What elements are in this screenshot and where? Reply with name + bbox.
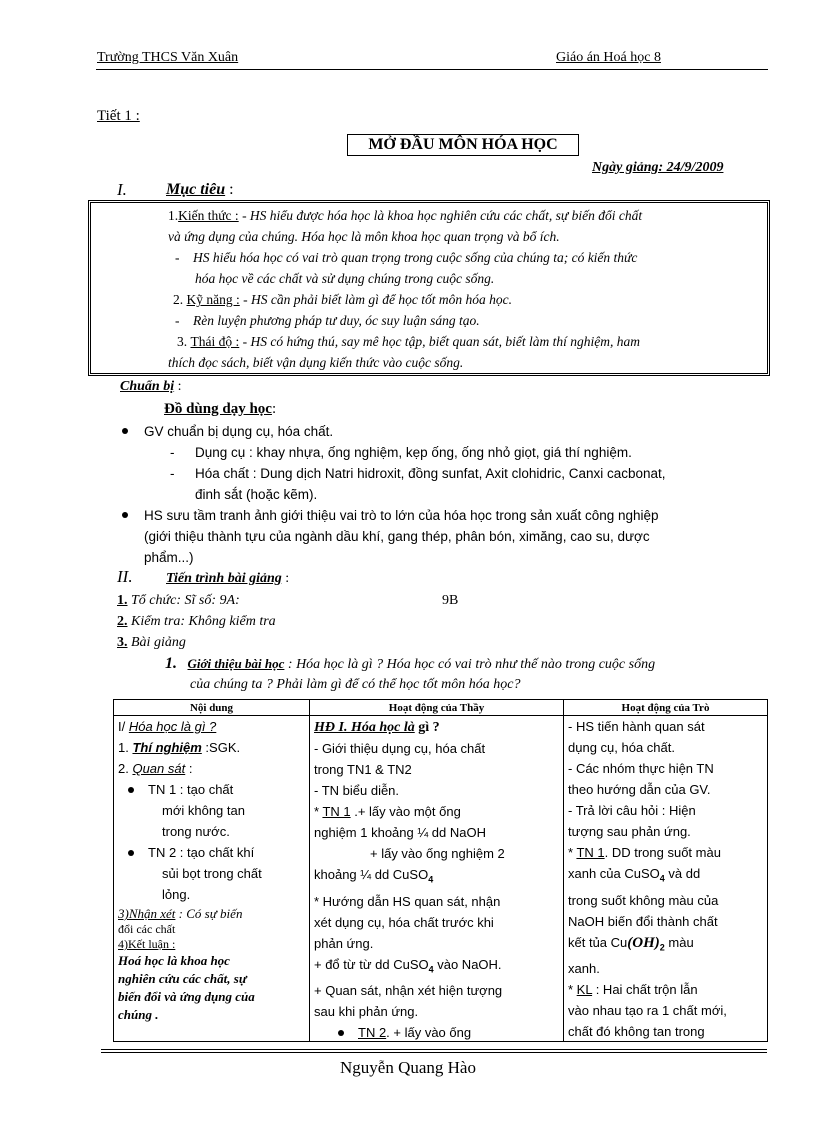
footer-rule-top bbox=[101, 1049, 767, 1050]
cell-line: 4)Kết luận : bbox=[118, 937, 176, 951]
cell-line: chúng . bbox=[118, 1007, 159, 1022]
cell-line: lỏng. bbox=[162, 887, 191, 902]
cell-line: khoảng ¼ dd CuSO$_4$ bbox=[314, 867, 434, 885]
prep-list bbox=[120, 421, 766, 568]
table-header-teacher: Hoạt động của Thầy bbox=[310, 700, 564, 716]
cell-line: - Giới thiệu dụng cụ, hóa chất bbox=[314, 741, 486, 756]
cell-line: TN 1 : tạo chất bbox=[118, 779, 305, 800]
section1-colon: : bbox=[225, 181, 234, 198]
class-9b: 9B bbox=[442, 593, 459, 608]
school-name: Trường THCS Văn Xuân bbox=[97, 50, 239, 65]
cell-line: + lấy vào ống nghiệm 2 bbox=[370, 846, 505, 861]
attitude-label: Thái độ : bbox=[190, 334, 240, 349]
objective-line-2: và ứng dụng của chúng. Hóa học là môn khoa học quan trọng và bổ ích. bbox=[168, 229, 560, 244]
footer-rule-bottom bbox=[101, 1052, 767, 1053]
cell-line: xanh của CuSO$_4$ và dd bbox=[568, 866, 701, 884]
list-item: - Hóa chất : Dung dịch Natri hidroxit, đồng sunfat, Axit clohidric, Canxi cacbonat, bbox=[170, 466, 666, 481]
teacher-cell bbox=[310, 716, 564, 1042]
cell-line: + đổ từ từ dd CuSO$_4$ vào NaOH. bbox=[314, 956, 502, 975]
cell-line: TN 2 : tạo chất khí bbox=[118, 842, 305, 863]
cell-line: I/ Hóa học là gì ? bbox=[118, 719, 217, 734]
section1-number: I. bbox=[117, 180, 127, 199]
cell-line: chất đó không tan trong bbox=[568, 1024, 705, 1040]
list-item: (giới thiệu thành tựu của ngành dầu khí, gang thép, phân bón, ximăng, cao su, dược bbox=[144, 529, 650, 544]
check-item: 2. Kiểm tra: Không kiểm tra bbox=[117, 614, 276, 629]
cell-line: xét dụng cụ, hóa chất trước khi bbox=[314, 914, 494, 930]
cell-line: TN 2. + lấy vào ống bbox=[314, 1022, 559, 1041]
lesson-item: 3. Bài giảng bbox=[117, 635, 186, 650]
cell-line: * Hướng dẫn HS quan sát, nhận bbox=[314, 893, 501, 909]
roll-call: 1. Tổ chức: Sĩ số: 9A: bbox=[117, 593, 240, 608]
cell-line: NaOH biến đổi thành chất bbox=[568, 913, 718, 929]
cell-line: biến đổi và ứng dụng của bbox=[118, 989, 255, 1004]
cell-line: phản ứng. bbox=[314, 935, 374, 951]
cell-line: - Trả lời câu hỏi : Hiện bbox=[568, 803, 696, 818]
lesson-title: MỞ ĐẦU MÔN HÓA HỌC bbox=[347, 134, 579, 156]
list-item: HS sưu tầm tranh ảnh giới thiệu vai trò to lớn của hóa học trong sản xuất công nghiệp bbox=[120, 505, 766, 526]
cell-line: dụng cụ, hóa chất. bbox=[568, 740, 675, 755]
objectives-box bbox=[88, 200, 770, 376]
bullet-icon bbox=[128, 850, 134, 856]
bullet-icon bbox=[338, 1030, 344, 1036]
cell-line: HĐ I. Hóa học là gì ? bbox=[314, 720, 440, 735]
cell-line: trong nước. bbox=[162, 824, 230, 839]
objective-line-3: - HS hiểu hóa học có vai trò quan trọng trong cuộc sống của chúng ta; có kiến thức bbox=[175, 250, 638, 265]
cell-line: xanh. bbox=[568, 961, 600, 977]
lesson-table bbox=[113, 699, 768, 1042]
objective-knowledge: 1.Kiến thức : - HS hiểu được hóa học là khoa học nghiên cứu các chất, sự biến đổi chất bbox=[168, 208, 643, 223]
cell-line: trong TN1 & TN2 bbox=[314, 762, 412, 777]
cell-line: * KL : Hai chất trộn lẫn bbox=[568, 982, 698, 998]
cell-line: nghiên cứu các chất, sự bbox=[118, 971, 247, 986]
list-item: GV chuẩn bị dụng cụ, hóa chất. bbox=[120, 421, 766, 442]
cell-line: mới không tan bbox=[162, 803, 245, 818]
objective-line-8: thích đọc sách, biết vận dụng kiến thức vào cuộc sống. bbox=[168, 355, 464, 370]
cell-line: sau khi phản ứng. bbox=[314, 1004, 419, 1020]
student-cell bbox=[564, 716, 768, 1042]
cell-line: - Các nhóm thực hiện TN bbox=[568, 761, 714, 776]
objective-line-6: - Rèn luyện phương pháp tư duy, óc suy luận sáng tạo. bbox=[175, 313, 480, 328]
bullet-icon bbox=[122, 428, 128, 434]
section1-heading bbox=[166, 181, 234, 199]
cell-line: theo hướng dẫn của GV. bbox=[568, 782, 711, 797]
list-item: phẩm...) bbox=[144, 550, 194, 565]
section1-label: Mục tiêu bbox=[166, 181, 226, 198]
table-header-student: Hoạt động của Trò bbox=[564, 700, 768, 716]
section2-heading: Tiến trình bài giảng : bbox=[166, 571, 290, 586]
cell-line: nghiệm 1 khoảng ¼ dd NaOH bbox=[314, 825, 486, 840]
table-header-content: Nội dung bbox=[114, 700, 310, 716]
objective-attitude: 3. Thái độ : - HS có hứng thú, say mê học tập, biết quan sát, biết làm thí nghiệm, ham bbox=[177, 334, 640, 349]
cell-line: tượng sau phản ứng. bbox=[568, 824, 691, 839]
bullet-icon bbox=[122, 512, 128, 518]
intro-line: 1. Giới thiệu bài học : Hóa học là gì ? Hóa học có vai trò như thế nào trong cuộc sống bbox=[165, 655, 656, 672]
cell-line: * TN 1. DD trong suốt màu bbox=[568, 845, 721, 860]
period-label: Tiết 1 : bbox=[97, 108, 140, 124]
objective-skills: 2. Kỹ năng : - HS cần phải biết làm gì để học tốt môn hóa học. bbox=[173, 292, 512, 307]
cell-line: + Quan sát, nhận xét hiện tượng bbox=[314, 983, 503, 999]
author-name: Nguyễn Quang Hào bbox=[340, 1058, 476, 1077]
cell-line: * TN 1 .+ lấy vào một ống bbox=[314, 804, 461, 819]
cell-line: 3)Nhận xét : Có sự biến bbox=[118, 906, 243, 921]
bullet-icon bbox=[128, 787, 134, 793]
content-cell bbox=[114, 716, 310, 1042]
intro-line-2: của chúng ta ? Phải làm gì để có thể học tốt môn hóa học? bbox=[190, 677, 521, 692]
cell-line: - HS tiến hành quan sát bbox=[568, 719, 705, 734]
knowledge-label: Kiến thức : bbox=[178, 208, 239, 223]
lesson-date: Ngày giảng: 24/9/2009 bbox=[592, 160, 724, 175]
cell-line: trong suốt không màu của bbox=[568, 892, 719, 908]
list-item: đinh sắt (hoặc kẽm). bbox=[195, 487, 318, 502]
objective-line-4: hóa học về các chất và sử dụng chúng trong cuộc sống. bbox=[195, 271, 495, 286]
teaching-tools-heading: Đồ dùng dạy học: bbox=[164, 401, 277, 417]
prep-heading: Chuẩn bị : bbox=[120, 379, 182, 394]
cell-line: Hoá học là khoa học bbox=[118, 953, 230, 968]
list-item: - Dụng cụ : khay nhựa, ống nghiệm, kẹp ống, ống nhỏ giọt, giá thí nghiệm. bbox=[170, 445, 632, 460]
header-rule bbox=[96, 69, 768, 70]
cell-line: sủi bọt trong chất bbox=[162, 866, 262, 881]
cell-line: - TN biểu diễn. bbox=[314, 783, 400, 798]
skills-label: Kỹ năng : bbox=[186, 292, 240, 307]
section2-number: II. bbox=[117, 567, 133, 586]
cell-line: vào nhau tạo ra 1 chất mới, bbox=[568, 1003, 727, 1019]
cell-line: 2. Quan sát : bbox=[118, 761, 193, 776]
cell-line: đổi các chất bbox=[118, 922, 176, 936]
cell-line: kết tủa $Cu(OH)_2$ màu bbox=[568, 934, 694, 953]
cell-line: 1. Thí nghiệm :SGK. bbox=[118, 740, 241, 755]
subject-name: Giáo án Hoá học 8 bbox=[556, 50, 661, 65]
